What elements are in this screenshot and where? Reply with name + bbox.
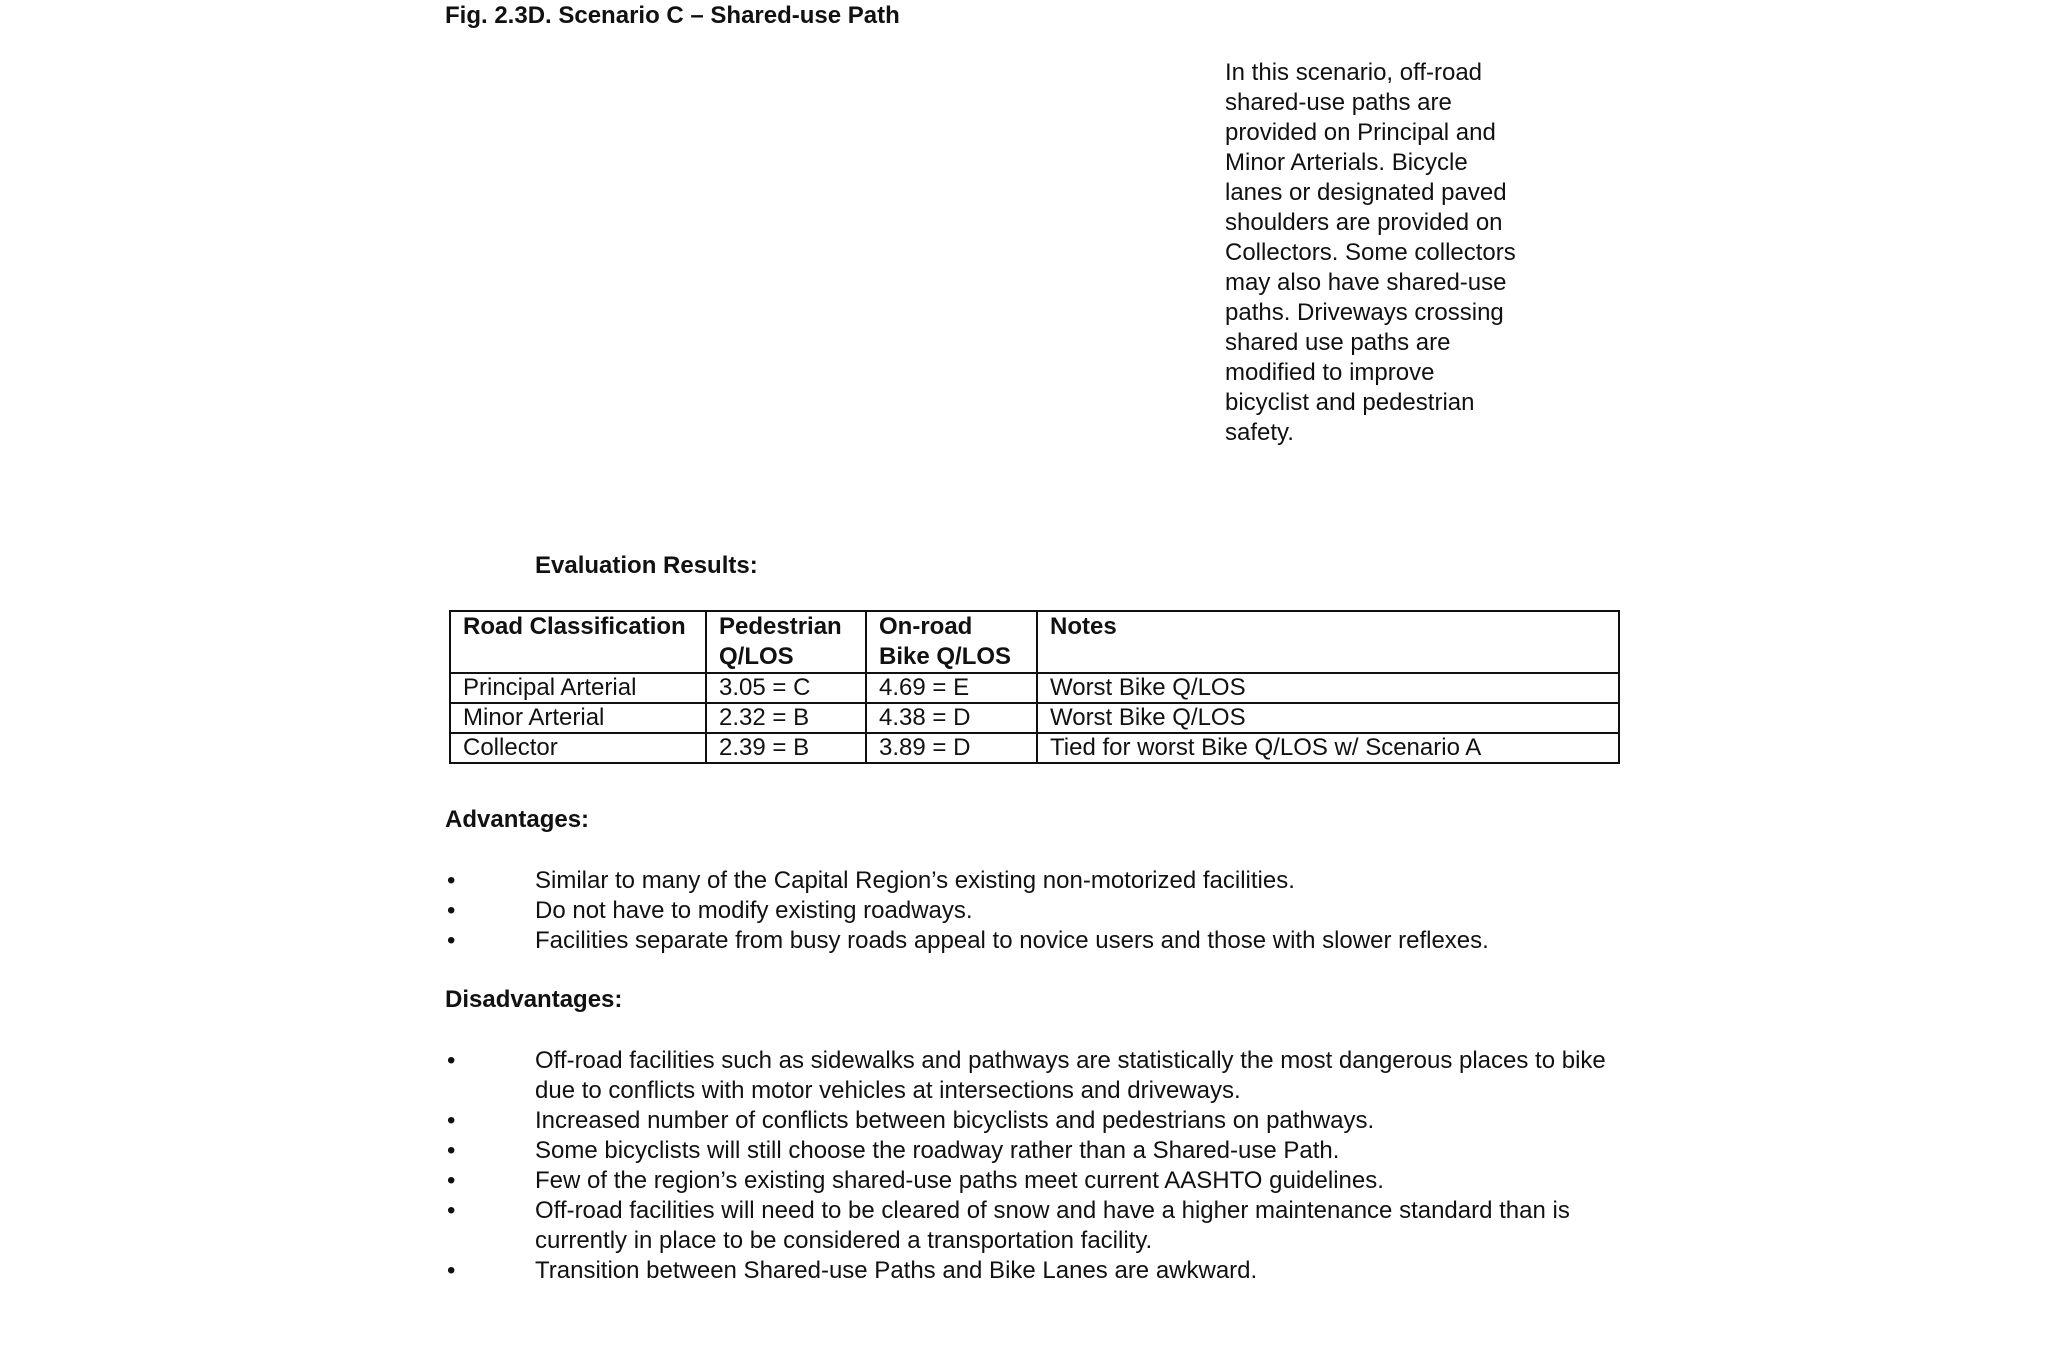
intro-line: shoulders are provided on [1225,209,1503,236]
intro-line: Collectors. Some collectors [1225,239,1516,266]
advantages-heading: Advantages: [445,806,590,833]
list-item-text: Increased number of conflicts between bicyclists and pedestrians on pathways. [535,1107,1375,1134]
intro-paragraph [1225,58,1555,448]
header-pedestrian-qlos: Pedestrian Q/LOS [706,611,866,673]
cell-notes: Tied for worst Bike Q/LOS w/ Scenario A [1037,733,1619,763]
list-item [445,926,1645,956]
disadvantages-heading: Disadvantages: [445,986,623,1013]
bullet-icon: • [447,1257,456,1284]
table-header-row [450,611,1619,673]
header-notes: Notes [1037,611,1619,673]
advantages-list [445,866,1645,956]
evaluation-results-table [449,610,1620,764]
bullet-icon: • [447,1167,456,1194]
list-item-text: Off-road facilities such as sidewalks and pathways are statistically the most dangerous places to bike due to conflicts with motor vehicles at intersections and driveways. [535,1047,1606,1104]
intro-line: Minor Arterials. Bicycle [1225,149,1468,176]
list-item [445,866,1645,896]
bullet-icon: • [447,867,456,894]
evaluation-heading: Evaluation Results: [535,552,758,579]
list-item [445,1166,1625,1196]
intro-line: may also have shared-use [1225,269,1507,296]
cell-notes: Worst Bike Q/LOS [1037,673,1619,703]
list-item-text: Do not have to modify existing roadways. [535,897,973,924]
list-item [445,1196,1625,1256]
bullet-icon: • [447,1197,456,1224]
cell-ped: 2.32 = B [706,703,866,733]
list-item [445,1256,1625,1286]
cell-ped: 3.05 = C [706,673,866,703]
cell-bike: 3.89 = D [866,733,1037,763]
intro-line: paths. Driveways crossing [1225,299,1504,326]
list-item-text: Some bicyclists will still choose the roadway rather than a Shared-use Path. [535,1137,1340,1164]
intro-line: bicyclist and pedestrian [1225,389,1475,416]
list-item-text: Facilities separate from busy roads appeal to novice users and those with slower reflexes. [535,927,1489,954]
cell-road: Collector [450,733,706,763]
cell-notes: Worst Bike Q/LOS [1037,703,1619,733]
cell-ped: 2.39 = B [706,733,866,763]
list-item-text: Off-road facilities will need to be cleared of snow and have a higher maintenance standard than is currently in place to be considered a transportation facility. [535,1197,1570,1254]
intro-line: shared use paths are [1225,329,1451,356]
list-item [445,1136,1625,1166]
intro-line: shared-use paths are [1225,89,1452,116]
bullet-icon: • [447,1047,456,1074]
header-bike-qlos: On-road Bike Q/LOS [866,611,1037,673]
header-road-classification: Road Classification [450,611,706,673]
cell-road: Principal Arterial [450,673,706,703]
disadvantages-list [445,1046,1625,1286]
intro-line: In this scenario, off-road [1225,59,1483,86]
cell-bike: 4.38 = D [866,703,1037,733]
table-row [450,703,1619,733]
list-item-text: Few of the region’s existing shared-use paths meet current AASHTO guidelines. [535,1167,1384,1194]
cell-bike: 4.69 = E [866,673,1037,703]
intro-line: modified to improve [1225,359,1435,386]
bullet-icon: • [447,1107,456,1134]
intro-line: provided on Principal and [1225,119,1496,146]
table-row [450,733,1619,763]
list-item [445,896,1645,926]
bullet-icon: • [447,927,456,954]
list-item [445,1106,1625,1136]
list-item-text: Similar to many of the Capital Region’s existing non-motorized facilities. [535,867,1295,894]
table-row [450,673,1619,703]
figure-title: Fig. 2.3D. Scenario C – Shared-use Path [445,2,900,29]
list-item-text: Transition between Shared-use Paths and Bike Lanes are awkward. [535,1257,1258,1284]
bullet-icon: • [447,1137,456,1164]
list-item [445,1046,1625,1106]
bullet-icon: • [447,897,456,924]
intro-line: lanes or designated paved [1225,179,1507,206]
cell-road: Minor Arterial [450,703,706,733]
intro-line: safety. [1225,419,1294,446]
